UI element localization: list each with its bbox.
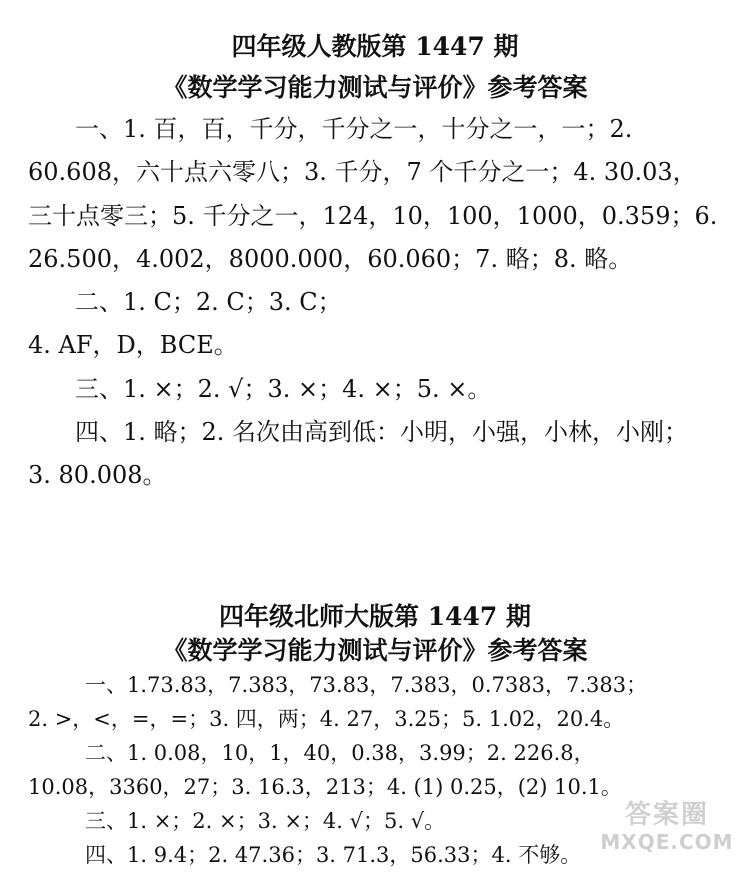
- answer-line: 三、1. ×；2. √；3. ×；4. ×；5. ×。: [75, 374, 492, 403]
- answer-line: 3. 80.008。: [28, 461, 167, 490]
- answer-section-renjiao: [0, 26, 750, 498]
- answer-line: 三、1. ×；2. ×；3. ×；4. √；5. √。: [85, 809, 446, 833]
- answer-line: 四、1. 9.4；2. 47.36；3. 71.3，56.33；4. 不够。: [85, 843, 582, 867]
- answer-line: 26.500，4.002，8000.000，60.060；7. 略；8. 略。: [28, 244, 633, 273]
- answer-line: 4. AF，D，BCE。: [28, 331, 238, 360]
- answer-line: 三十点零三；5. 千分之一，124，10，100，1000，0.359；6.: [28, 201, 718, 230]
- answer-line: 2. >，<，=，=；3. 四，两；4. 27，3.25；5. 1.02，20.4。: [28, 707, 625, 731]
- watermark-logo: 答案圈: [624, 800, 709, 830]
- answer-line: 一、1. 百，百，千分，千分之一，十分之一，一；2.: [75, 115, 633, 143]
- section-title: 四年级北师大版第 1447 期: [219, 602, 531, 631]
- answer-line: 二、1. 0.08，10，1，40，0.38，3.99；2. 226.8，: [85, 741, 595, 765]
- section-subtitle: 《数学学习能力测试与评价》参考答案: [162, 73, 588, 102]
- section-subtitle: 《数学学习能力测试与评价》参考答案: [162, 636, 588, 665]
- answer-line: 10.08，3360，27；3. 16.3，213；4. (1) 0.25，(2) 10.1。: [28, 775, 622, 799]
- answer-line: 二、1. C；2. C；3. C；: [75, 288, 342, 317]
- answer-line: 一、1.73.83，7.383，73.83，7.383，0.7383，7.383；: [85, 673, 648, 697]
- answer-line: 60.608，六十点六零八；3. 千分，7 个千分之一；4. 30.03，: [28, 158, 697, 187]
- answer-line: 四、1. 略；2. 名次由高到低：小明，小强，小林，小刚；: [75, 418, 689, 447]
- watermark-url: MXQE.COM: [600, 830, 734, 854]
- answer-section-beishida: [0, 600, 750, 872]
- section-title: 四年级人教版第 1447 期: [231, 32, 519, 61]
